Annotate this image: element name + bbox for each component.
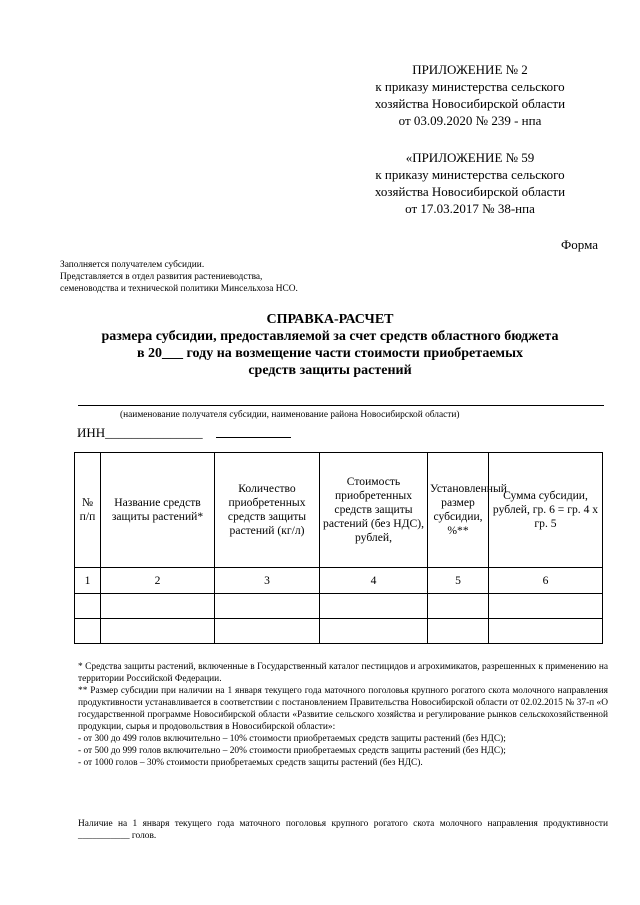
column-number: 5 <box>428 568 489 594</box>
appendix-59-line: к приказу министерства сельского <box>375 167 565 182</box>
appendix-2-line: хозяйства Новосибирской области <box>374 96 566 111</box>
title-line: средств защиты растений <box>248 363 412 378</box>
intro-line: Представляется в отдел развития растениеводства, <box>60 272 263 282</box>
intro-notes <box>60 259 298 295</box>
footnote-item: - от 300 до 499 голов включительно – 10% стоимости приобретаемых средств защиты растений (без НДС); <box>78 734 506 744</box>
table-cell[interactable] <box>489 594 603 619</box>
table-cell[interactable] <box>215 594 320 619</box>
column-number-row <box>75 568 603 594</box>
header-cell: Сумма субсидии, рублей, гр. 6 = гр. 4 х гр. 5 <box>489 453 603 568</box>
column-number: 1 <box>75 568 101 594</box>
table-cell[interactable] <box>101 619 215 644</box>
header-cell: Стоимость приобретенных средств защиты растений (без НДС), рублей, <box>320 453 428 568</box>
recipient-line[interactable] <box>78 405 604 406</box>
table-cell[interactable] <box>320 619 428 644</box>
column-number: 2 <box>101 568 215 594</box>
header-cell: № п/п <box>75 453 101 568</box>
table-cell[interactable] <box>428 594 489 619</box>
table-row[interactable] <box>75 619 603 644</box>
table-cell[interactable] <box>215 619 320 644</box>
appendix-59-date: от 17.03.2017 № 38-нпа <box>405 201 535 216</box>
intro-line: Заполняется получателем субсидии. <box>60 260 205 270</box>
appendix-59-title: «ПРИЛОЖЕНИЕ № 59 <box>405 150 535 165</box>
inn-field[interactable]: ИНН_______________ <box>77 425 203 440</box>
footnotes <box>78 661 608 769</box>
table-cell[interactable] <box>75 619 101 644</box>
subsidy-table <box>74 452 603 644</box>
appendix-59-line: хозяйства Новосибирской области <box>374 184 566 199</box>
footnote-1: * Средства защиты растений, включенные в Государственный каталог пестицидов и агрохимикатов, разрешенных к применению на территории Российской Федерации. <box>78 662 608 684</box>
footnote-item: - от 500 до 999 голов включительно – 20% стоимости приобретаемых средств защиты растений (без НДС); <box>78 746 506 756</box>
column-number: 6 <box>489 568 603 594</box>
form-label: Форма <box>561 237 598 252</box>
appendix-2-date: от 03.09.2020 № 239 - нпа <box>398 113 542 128</box>
table-row[interactable] <box>75 594 603 619</box>
table-header-row <box>75 453 603 568</box>
recipient-caption: (наименование получателя субсидии, наименование района Новосибирской области) <box>120 410 460 420</box>
footnote-item: - от 1000 голов – 30% стоимости приобретаемых средств защиты растений (без НДС). <box>78 758 423 768</box>
header-cell: Количество приобретенных средств защиты растений (кг/л) <box>215 453 320 568</box>
inn-underline <box>216 437 291 438</box>
presence-note <box>78 818 608 842</box>
title-line: в 20___ году на возмещение части стоимости приобретаемых <box>136 346 524 361</box>
column-number: 4 <box>320 568 428 594</box>
table-cell[interactable] <box>320 594 428 619</box>
intro-line: семеноводства и технической политики Минсельхоза НСО. <box>60 284 298 294</box>
table-cell[interactable] <box>489 619 603 644</box>
header-cell: Установленный размер субсидии, %** <box>428 453 489 568</box>
appendix-2-title: ПРИЛОЖЕНИЕ № 2 <box>412 62 528 77</box>
appendix-2-block <box>340 61 600 129</box>
document-title <box>60 311 600 379</box>
appendix-59-block <box>340 149 600 217</box>
title-main: СПРАВКА-РАСЧЕТ <box>266 312 394 327</box>
footnote-2: ** Размер субсидии при наличии на 1 января текущего года маточного поголовья крупного рогатого скота молочного направления продуктивности устанавливается в соответствии с постановлением Правительства Новосибирской области от 02.02.2015 № 37-п «О государственной программе Новосибирской области «Развитие сельского хозяйства и регулирование рынков сельскохозяйственной продукции, сырья и продовольствия в Новосибирской области»: <box>78 686 608 732</box>
presence-note-text: Наличие на 1 января текущего года маточного поголовья крупного рогатого скота молочного направления продуктивности ___________ голов. <box>78 819 608 841</box>
title-line: размера субсидии, предоставляемой за счет средств областного бюджета <box>101 329 559 344</box>
header-cell: Название средств защиты растений* <box>101 453 215 568</box>
table-cell[interactable] <box>75 594 101 619</box>
column-number: 3 <box>215 568 320 594</box>
appendix-2-line: к приказу министерства сельского <box>375 79 565 94</box>
table-cell[interactable] <box>101 594 215 619</box>
table-cell[interactable] <box>428 619 489 644</box>
